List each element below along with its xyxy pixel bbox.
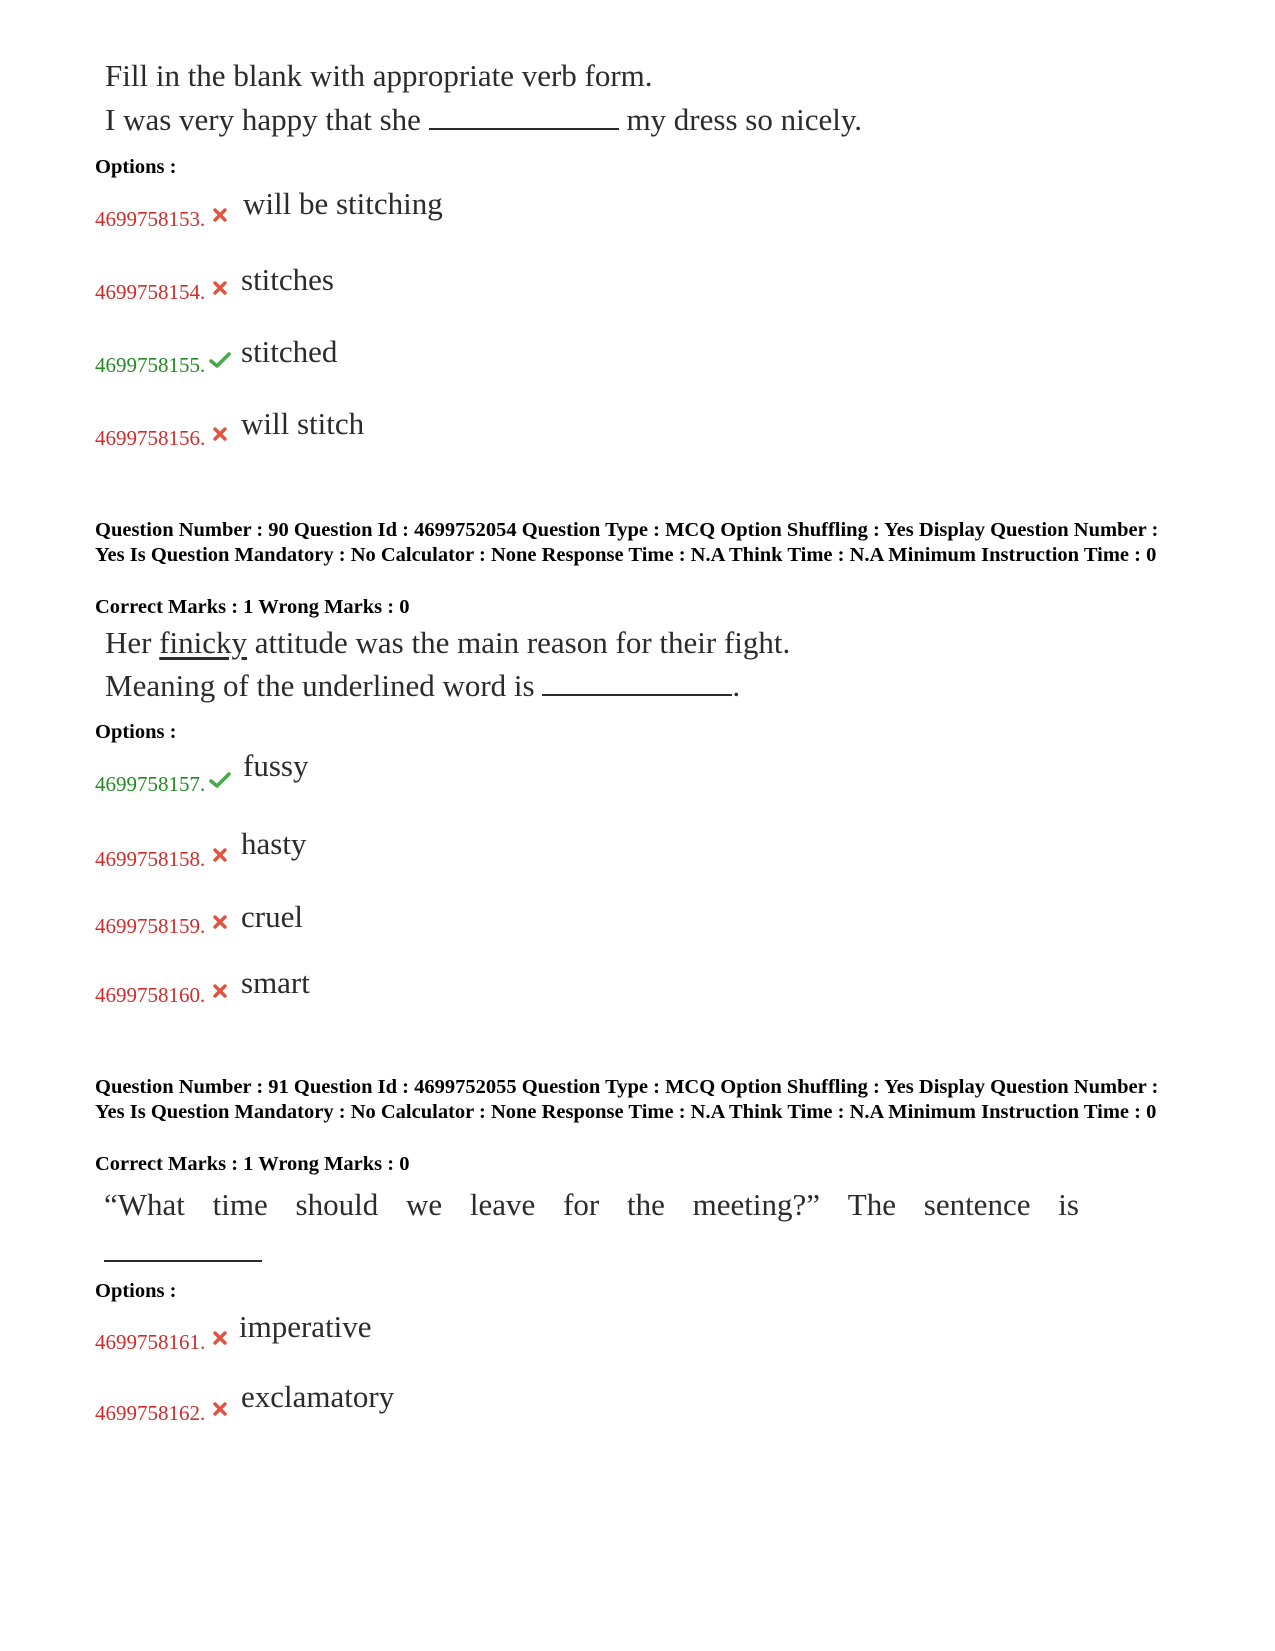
q91-word: for <box>563 1187 600 1222</box>
q91-word: we <box>405 1187 443 1222</box>
q90-metadata: Question Number : 90 Question Id : 4699752054 Question Type : MCQ Option Shuffling : Yes Display Question Number : Yes Is Question Mandatory : No Calculator : None Response Time : N.A Think Time : N.A Minimum Instruction Time : 0 <box>95 519 1159 566</box>
cross-icon <box>211 913 229 931</box>
q89-option-text-4: will stitch <box>241 406 365 441</box>
q90-options-label: Options : <box>95 721 177 743</box>
q89-option-id-4: 4699758156. <box>95 426 206 450</box>
cross-icon <box>211 1400 229 1418</box>
check-icon <box>209 771 231 789</box>
q91-blank <box>104 1260 262 1262</box>
q91-word: The <box>847 1187 896 1222</box>
q90-option-id-3: 4699758159. <box>95 914 206 938</box>
cross-icon <box>211 846 229 864</box>
q90-option-id-2: 4699758158. <box>95 847 206 871</box>
cross-icon <box>211 206 229 224</box>
q91-options-label: Options : <box>95 1280 177 1302</box>
q91-marks: Correct Marks : 1 Wrong Marks : 0 <box>95 1153 410 1175</box>
q89-options-label: Options : <box>95 156 177 178</box>
q89-blank <box>429 106 619 130</box>
q91-word: should <box>295 1187 379 1222</box>
q91-word: is <box>1058 1187 1079 1222</box>
q90-option-text-1: fussy <box>243 748 309 783</box>
cross-icon <box>211 279 229 297</box>
check-icon <box>209 351 231 369</box>
q91-word: leave <box>469 1187 536 1222</box>
q90-underlined-word: finicky <box>159 625 248 660</box>
q90-sentence-pre: Her <box>105 625 152 660</box>
q91-word: “What <box>104 1187 185 1222</box>
q89-sentence <box>105 102 862 138</box>
q89-option-text-2: stitches <box>241 262 334 297</box>
q89-option-id-1: 4699758153. <box>95 207 206 231</box>
cross-icon <box>211 425 229 443</box>
cross-icon <box>211 982 229 1000</box>
q91-sentence <box>104 1187 1079 1223</box>
q90-option-text-4: smart <box>241 965 310 1000</box>
q91-option-id-2: 4699758162. <box>95 1401 206 1425</box>
q89-sentence-post: my dress so nicely. <box>626 102 863 137</box>
q89-option-id-3: 4699758155. <box>95 353 206 377</box>
q90-option-id-4: 4699758160. <box>95 983 206 1007</box>
q91-word: time <box>212 1187 268 1222</box>
q91-word: sentence <box>923 1187 1031 1222</box>
q89-option-id-2: 4699758154. <box>95 280 206 304</box>
q89-instruction: Fill in the blank with appropriate verb form. <box>105 58 653 93</box>
q90-prompt-pre: Meaning of the underlined word is <box>105 668 535 703</box>
cross-icon <box>211 1329 229 1347</box>
q90-option-id-1: 4699758157. <box>95 772 206 796</box>
q90-option-text-3: cruel <box>241 899 303 934</box>
q90-option-text-2: hasty <box>241 826 307 861</box>
q90-marks: Correct Marks : 1 Wrong Marks : 0 <box>95 596 410 618</box>
q91-option-text-1: imperative <box>239 1309 372 1344</box>
q90-sentence <box>105 625 790 661</box>
q90-sentence-post: attitude was the main reason for their fight. <box>254 625 791 660</box>
q91-word: the <box>626 1187 665 1222</box>
q89-option-text-1: will be stitching <box>243 186 443 221</box>
q89-option-text-3: stitched <box>241 334 338 369</box>
q91-option-text-2: exclamatory <box>241 1379 395 1414</box>
q90-prompt <box>105 668 740 704</box>
q91-word: meeting?” <box>692 1187 821 1222</box>
q90-prompt-post: . <box>732 668 741 703</box>
q89-sentence-pre: I was very happy that she <box>105 102 421 137</box>
q91-option-id-1: 4699758161. <box>95 1330 206 1354</box>
q90-blank <box>542 672 732 696</box>
q91-metadata: Question Number : 91 Question Id : 4699752055 Question Type : MCQ Option Shuffling : Yes Display Question Number : Yes Is Question Mandatory : No Calculator : None Response Time : N.A Think Time : N.A Minimum Instruction Time : 0 <box>95 1076 1159 1123</box>
